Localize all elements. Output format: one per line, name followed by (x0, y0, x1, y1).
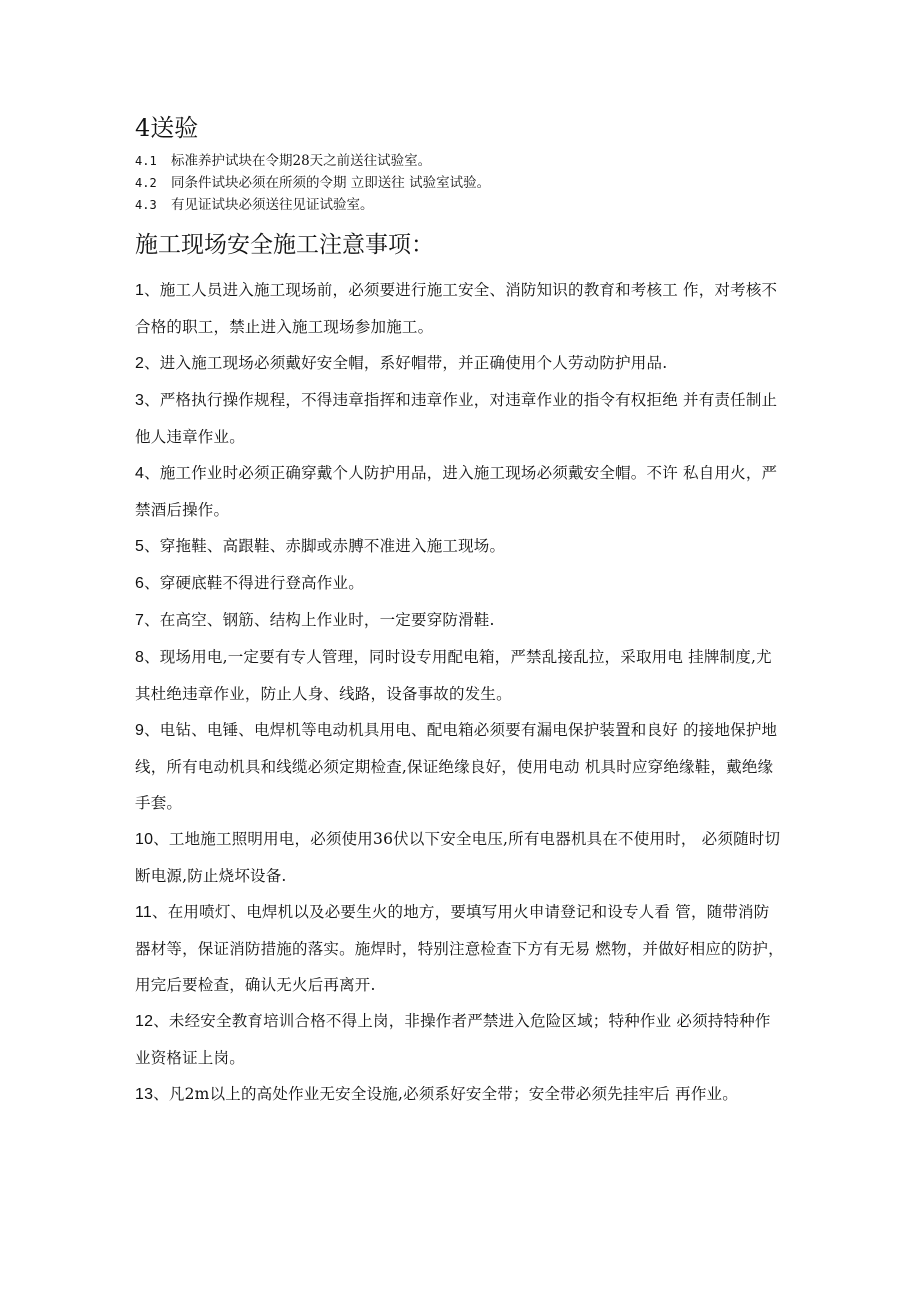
safety-item (135, 1003, 785, 1076)
delivery-item-number: 4.3 (135, 198, 157, 212)
safety-item (135, 272, 785, 345)
safety-item-text: 、穿硬底鞋不得进行登高作业。 (144, 574, 364, 592)
safety-item-text: 、凡2m以上的高处作业无安全设施,必须系好安全带；安全带必须先挂牢后 再作业。 (153, 1085, 738, 1103)
safety-item-text: 、未经安全教育培训合格不得上岗，非操作者严禁进入危险区域；特种作业 必须持特种作业资格证上岗。 (135, 1012, 771, 1067)
safety-item (135, 1076, 785, 1113)
safety-item (135, 528, 785, 565)
safety-item-number: 8 (135, 649, 145, 666)
delivery-item (135, 150, 785, 172)
safety-item-number: 4 (135, 465, 145, 482)
safety-item-number: 9 (135, 722, 145, 739)
delivery-item (135, 172, 785, 194)
safety-item-number: 13 (135, 1086, 154, 1103)
safety-notice-heading: 施工现场安全施工注意事项： (135, 232, 434, 258)
safety-item-text: 、严格执行操作规程，不得违章指挥和违章作业，对违章作业的指令有权拒绝 并有责任制止他人违章作业。 (135, 391, 778, 446)
section-heading: 4送验 (135, 114, 199, 142)
delivery-list (135, 150, 785, 216)
safety-item-text: 、工地施工照明用电，必须使用36伏以下安全电压,所有电器机具在不使用时， 必须随时切断电源,防止烧坏设备. (135, 830, 781, 885)
delivery-item-text: 有见证试块必须送往见证试验室。 (171, 197, 374, 213)
safety-notice-list (135, 272, 785, 1113)
safety-item (135, 639, 785, 712)
delivery-item (135, 194, 785, 216)
safety-item (135, 382, 785, 455)
safety-item-number: 1 (135, 282, 145, 299)
safety-item (135, 821, 785, 894)
safety-item (135, 602, 785, 639)
delivery-item-number: 4.2 (135, 176, 157, 190)
safety-item-number: 10 (135, 831, 154, 848)
safety-item-text: 、在高空、钢筋、结构上作业时，一定要穿防滑鞋. (144, 611, 495, 629)
safety-item-number: 6 (135, 575, 145, 592)
safety-item (135, 894, 785, 1003)
safety-item-text: 、施工人员进入施工现场前，必须要进行施工安全、消防知识的教育和考核工 作，对考核不合格的职工，禁止进入施工现场参加施工。 (135, 281, 778, 336)
safety-item-text: 、电钻、电锤、电焊机等电动机具用电、配电箱必须要有漏电保护装置和良好 的接地保护地线，所有电动机具和线缆必须定期检查,保证绝缘良好，使用电动 机具时应穿绝缘鞋，戴绝缘手套。 (135, 721, 778, 812)
safety-item-number: 12 (135, 1013, 154, 1030)
delivery-item-text: 标准养护试块在令期28天之前送往试验室。 (171, 153, 432, 169)
safety-item-text: 、进入施工现场必须戴好安全帽，系好帽带，并正确使用个人劳动防护用品. (144, 354, 668, 372)
safety-item-number: 11 (135, 904, 153, 921)
safety-item (135, 345, 785, 382)
safety-item-number: 3 (135, 392, 145, 409)
safety-item-number: 7 (135, 612, 145, 629)
delivery-item-number: 4.1 (135, 154, 157, 168)
delivery-item-text: 同条件试块必须在所须的令期 立即送往 试验室试验。 (171, 175, 491, 191)
safety-item (135, 565, 785, 602)
safety-item-number: 2 (135, 355, 145, 372)
safety-item (135, 455, 785, 528)
safety-item-text: 、穿拖鞋、高跟鞋、赤脚或赤膊不准进入施工现场。 (144, 537, 506, 555)
safety-item (135, 712, 785, 821)
safety-item-number: 5 (135, 538, 145, 555)
safety-item-text: 、现场用电,一定要有专人管理，同时设专用配电箱，严禁乱接乱拉，采取用电 挂牌制度,尤其杜绝违章作业，防止人身、线路，设备事故的发生。 (135, 648, 772, 703)
safety-item-text: 、在用喷灯、电焊机以及必要生火的地方，要填写用火申请登记和设专人看 管，随带消防器材等，保证消防措施的落实。施焊时，特别注意检查下方有无易 燃物，并做好相应的防护，用完后要检查，确认无火后再离开. (135, 903, 784, 994)
safety-item-text: 、施工作业时必须正确穿戴个人防护用品，进入施工现场必须戴安全帽。不许 私自用火，严禁酒后操作。 (135, 464, 778, 519)
